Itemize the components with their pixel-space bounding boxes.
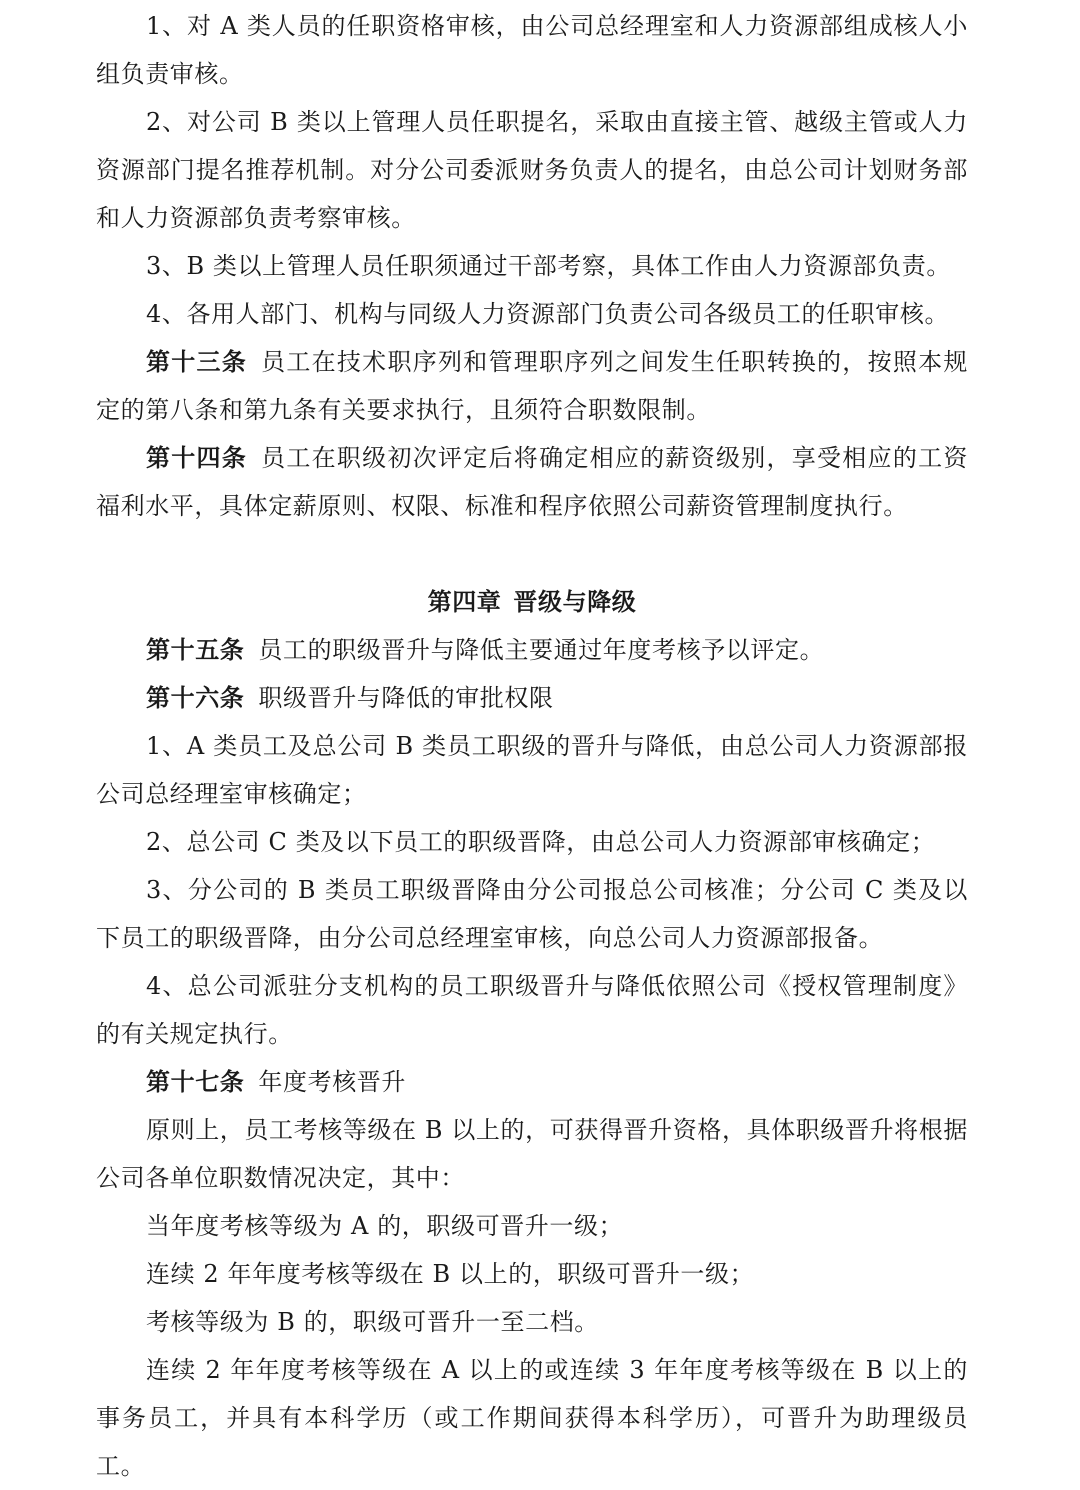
article-14-heading: 第十四条 [146,443,248,472]
article-15-text: 员工的职级晋升与降低主要通过年度考核予以评定。 [258,636,825,664]
paragraph-review-b-inspection: 3、B 类以上管理人员任职须通过干部考察，具体工作由人力资源部负责。 [146,252,951,280]
article-16-text: 职级晋升与降低的审批权限 [258,684,554,712]
article-17-rule-assistant: 连续 2 年年度考核等级在 A 以上的或连续 3 年年度考核等级在 B 以上的事务员工，并具有本科学历（或工作期间获得本科学历），可晋升为助理级员工。 [96,1356,968,1480]
article-15 [96,626,968,674]
article-17-rule-a: 当年度考核等级为 A 的，职级可晋升一级； [146,1212,624,1240]
paragraph-review-departments: 4、各用人部门、机构与同级人力资源部门负责公司各级员工的任职审核。 [146,300,950,328]
article-17-text: 年度考核晋升 [258,1068,407,1096]
article-13-heading: 第十三条 [146,347,248,376]
article-13 [96,338,968,434]
article-17-rule-b-two-years: 连续 2 年年度考核等级在 B 以上的，职级可晋升一级； [146,1260,755,1288]
article-17 [96,1058,968,1106]
article-16 [96,674,968,722]
article-17-rule-b: 考核等级为 B 的，职级可晋升一至二档。 [146,1308,599,1336]
chapter-title: 晋级与降级 [513,587,637,616]
paragraph-review-b: 2、对公司 B 类以上管理人员任职提名，采取由直接主管、越级主管或人力资源部门提名推荐机制。对分公司委派财务负责人的提名，由总公司计划财务部和人力资源部负责考察审核。 [96,108,968,232]
article-17-heading: 第十七条 [146,1067,245,1096]
document-page [96,0,968,1490]
article-13-text: 员工在技术职序列和管理职序列之间发生任职转换的，按照本规定的第八条和第九条有关要求执行，且须符合职数限制。 [96,348,968,424]
article-16-item-2: 2、总公司 C 类及以下员工的职级晋降，由总公司人力资源部审核确定； [146,828,936,856]
article-16-item-1: 1、A 类员工及总公司 B 类员工职级的晋升与降低，由总公司人力资源部报公司总经理室审核确定； [96,732,968,808]
article-16-heading: 第十六条 [146,683,245,712]
article-15-heading: 第十五条 [146,635,245,664]
article-17-principle: 原则上，员工考核等级在 B 以上的，可获得晋升资格，具体职级晋升将根据公司各单位职数情况决定，其中： [96,1116,968,1192]
article-14 [96,434,968,530]
chapter-number: 第四章 [427,587,502,616]
chapter-heading [96,578,968,626]
article-16-item-4: 4、总公司派驻分支机构的员工职级晋升与降低依照公司《授权管理制度》的有关规定执行。 [96,972,968,1048]
article-16-item-3: 3、分公司的 B 类员工职级晋降由分公司报总公司核准；分公司 C 类及以下员工的职级晋降，由分公司总经理室审核，向总公司人力资源部报备。 [96,876,968,952]
paragraph-review-a: 1、对 A 类人员的任职资格审核，由公司总经理室和人力资源部组成核人小组负责审核。 [96,12,968,88]
article-14-text: 员工在职级初次评定后将确定相应的薪资级别，享受相应的工资福利水平，具体定薪原则、权限、标准和程序依照公司薪资管理制度执行。 [96,444,968,520]
